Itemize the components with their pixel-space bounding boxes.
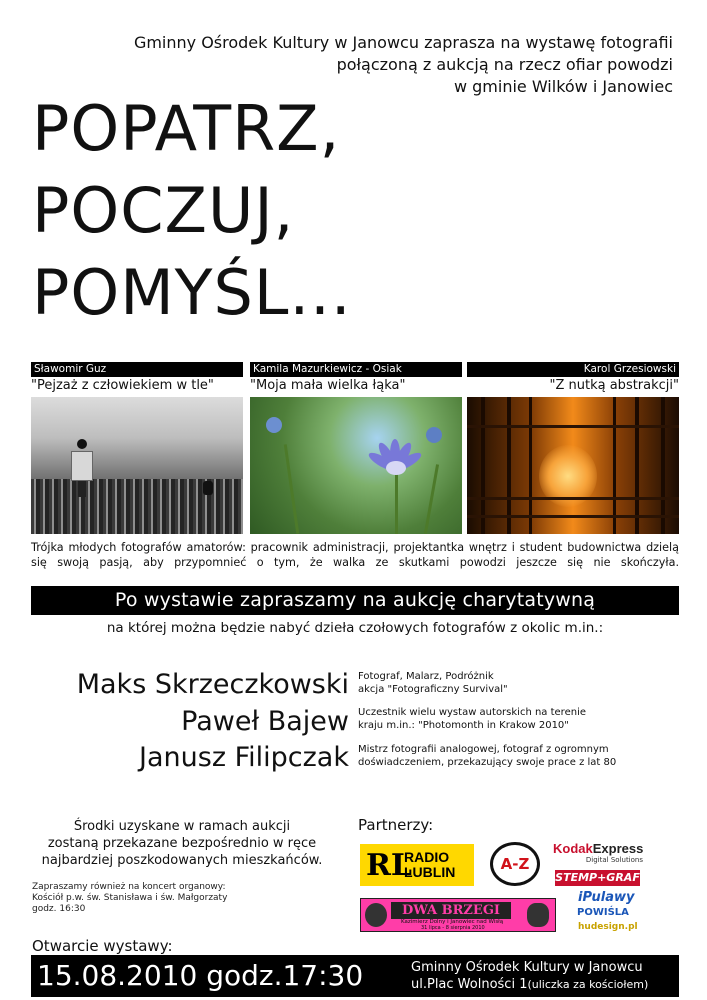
dwa-brzegi-logo: DWA BRZEGI Kazimierz Dolny i Janowiec nad Wisłą 31 lipca - 8 sierpnia 2010 — [360, 898, 556, 932]
opening-datetime: 15.08.2010 godz.17:30 — [37, 959, 364, 992]
intro-line: połączoną z aukcją na rzecz ofiar powodzi — [336, 55, 673, 74]
title-line: POCZUJ, — [32, 174, 295, 247]
camera-icon — [527, 903, 549, 927]
photo-title: "Z nutką abstrakcji" — [549, 378, 679, 393]
opening-address: ul.Plac Wolności 1(uliczka za kościołem) — [411, 977, 649, 992]
artist-bio: Uczestnik wielu wystaw autorskich na terenie kraju m.in.: "Photomonth in Krakow 2010" — [358, 707, 586, 731]
photo-column-grzesiowski — [467, 362, 679, 534]
concert-note: Zapraszamy również na koncert organowy: Kościół p.w. św. Stanisława i św. Małgorzaty godz. 16:30 — [32, 882, 228, 914]
opening-label: Otwarcie wystawy: — [32, 937, 173, 955]
intro-line: Gminny Ośrodek Kultury w Janowcu zaprasza na wystawę fotografii — [133, 33, 673, 52]
artist-bio: Mistrz fotografii analogowej, fotograf z ogromnym doświadczeniem, przekazujący swoje prace z lat 80 — [358, 744, 617, 768]
photo-abstract-bridge — [467, 397, 679, 534]
fish-icon — [365, 903, 387, 927]
artist-name: Maks Skrzeczkowski — [76, 669, 349, 700]
opening-bar — [31, 955, 679, 997]
title-line: POPATRZ, — [32, 92, 341, 165]
photo-title: "Moja mała wielka łąka" — [250, 378, 406, 393]
photo-column-mazurkiewicz — [250, 362, 462, 534]
funds-note: Środki uzyskane w ramach aukcji zostaną przekazane bezpośrednio w ręce najbardziej poszkodowanych mieszkańców. — [41, 819, 323, 868]
hudesign-logo: hudesign.pl — [578, 922, 638, 932]
artist-name: Janusz Filipczak — [139, 742, 349, 773]
ipulawy-logo: iPulawy — [578, 890, 635, 905]
photographer-name: Sławomir Guz — [31, 362, 243, 377]
az-logo: A-Z — [490, 842, 540, 886]
photo-title: "Pejzaż z człowiekiem w tle" — [31, 378, 214, 393]
photo-cornflower — [368, 439, 424, 479]
exhibition-description: Trójka młodych fotografów amatorów: pracownik administracji, projektantka wnętrz i student budownictwa dzielą się swoją pasją, aby przypomnieć o tym, że walka ze skutkami powodzi jeszcze się nie skończyła. — [31, 541, 679, 569]
photographer-name: Kamila Mazurkiewicz - Osiak — [250, 362, 462, 377]
radio-lublin-logo: RL RADIO LUBLIN — [360, 844, 474, 886]
auction-banner: Po wystawie zapraszamy na aukcję charytatywną — [31, 586, 679, 615]
artist-name: Paweł Bajew — [181, 706, 349, 737]
photo-column-guz — [31, 362, 243, 534]
intro-line: w gminie Wilków i Janowiec — [453, 77, 673, 96]
kodak-express-logo: KodakExpress Digital Solutions — [553, 841, 644, 864]
opening-venue: Gminny Ośrodek Kultury w Janowcu — [411, 960, 643, 975]
title-line: POMYŚL... — [32, 256, 352, 329]
photo-meadow-flower — [250, 397, 462, 534]
auction-subline: na której można będzie nabyć dzieła czołowych fotografów z okolic m.in.: — [106, 620, 604, 636]
photographer-name: Karol Grzesiowski — [467, 362, 679, 377]
powisla-logo: POWIŚLA — [577, 907, 629, 918]
partners-heading: Partnerzy: — [358, 816, 434, 834]
photo-figure-far — [203, 481, 213, 495]
photo-landscape-with-man — [31, 397, 243, 534]
photo-figure — [71, 439, 93, 499]
poster-title — [32, 88, 352, 334]
artist-bio: Fotograf, Malarz, Podróżnik akcja "Fotograficzny Survival" — [358, 671, 508, 695]
stemp-graf-logo: STEMP+GRAF — [555, 871, 640, 884]
